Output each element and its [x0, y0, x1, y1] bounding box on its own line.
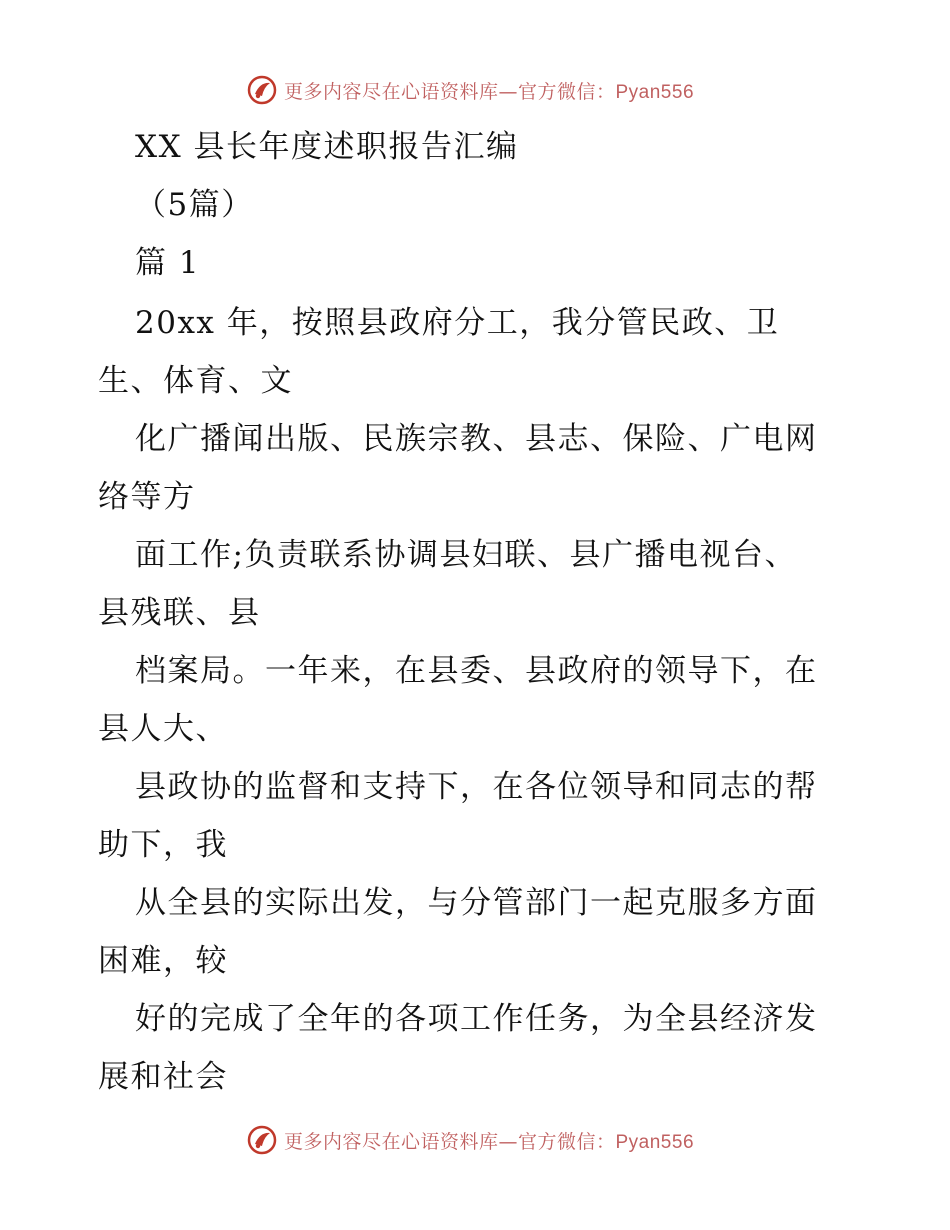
body-line: 生、体育、文: [98, 363, 293, 399]
body-line: 困难，较: [98, 943, 228, 979]
footer-watermark-banner: [0, 1120, 950, 1160]
header-wechat-id: Pyan556: [615, 81, 695, 103]
document-subtitle: （5篇）: [135, 187, 254, 223]
body-line: 展和社会: [98, 1059, 228, 1095]
footer-watermark-content: [246, 1124, 694, 1156]
body-line: 面工作;负责联系协调县妇联、县广播电视台、: [135, 537, 797, 573]
body-line: 从全县的实际出发，与分管部门一起克服多方面: [135, 885, 818, 921]
footer-wechat-id: Pyan556: [615, 1131, 695, 1153]
document-title: XX 县长年度述职报告汇编: [135, 129, 519, 165]
body-line: 化广播闻出版、民族宗教、县志、保险、广电网: [135, 421, 818, 457]
body-line: 好的完成了全年的各项工作任务，为全县经济发: [135, 1001, 818, 1037]
body-line: 20xx 年，按照县政府分工，我分管民政、卫: [135, 305, 780, 341]
brand-logo-icon: [246, 1124, 278, 1156]
body-line: 县政协的监督和支持下，在各位领导和同志的帮: [135, 769, 818, 805]
footer-watermark-text: 更多内容尽在心语资料库—官方微信：Pyan556: [283, 1130, 695, 1153]
body-line: 县残联、县: [98, 595, 261, 631]
body-line: 县人大、: [98, 711, 228, 747]
section-heading: 篇 1: [135, 245, 201, 281]
body-line: 络等方: [98, 479, 196, 515]
body-line: 档案局。一年来，在县委、县政府的领导下，在: [135, 653, 818, 689]
header-watermark-text: 更多内容尽在心语资料库—官方微信：Pyan556: [283, 80, 695, 103]
body-line: 助下，我: [98, 827, 228, 863]
